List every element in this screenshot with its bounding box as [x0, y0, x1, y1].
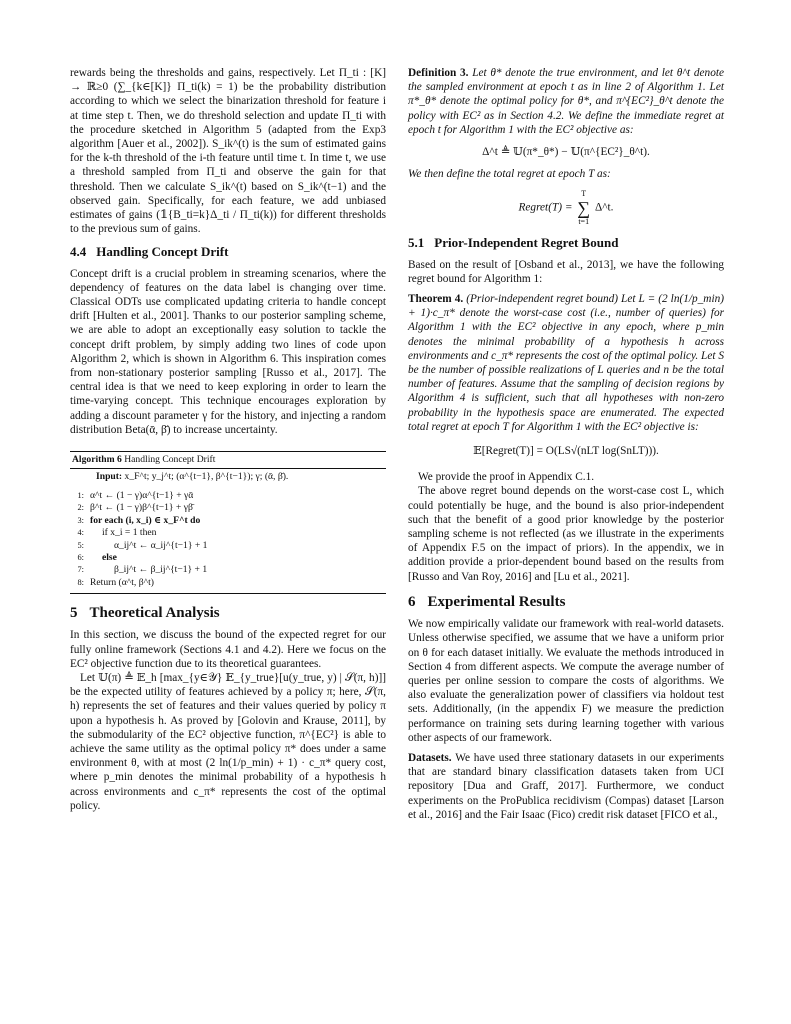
definition-follow: We then define the total regret at epoch T as:	[408, 168, 611, 181]
experiments-paragraph: We now empirically validate our framework with real-world datasets. Unless otherwise specified, we assume that we have a uniform prior on θ for each dataset initially. We evaluate the methods introduced in Section 4 from different aspects. We compute the average number of queries per online session to compare the costs of algorithms. We also evaluate the generalization power of classifiers via holdout test sets. Additionally, (in the appendix F) we measure the prediction performance on training sets during learning together with various other aspects of our framework.	[408, 618, 724, 744]
summation-symbol	[577, 189, 590, 227]
input-label: Input:	[96, 471, 123, 483]
definition-text: Let θ* denote the true environment, and let θ^t denote the sampled environment at epoch t as in line 2 of Algorithm 1. Let π*_θ* denote the optimal policy for θ*, and π^{EC²}_θ^t denote the policy with EC² as in Section 4.2. We define the immediate regret at epoch t for Algorithm 1 with the EC² objective as:	[408, 67, 725, 136]
line-text: else	[102, 551, 117, 563]
concept-drift-paragraph: Concept drift is a crucial problem in streaming scenarios, where the dependency of features on the data label is changing over time. Classical ODTs use complicated updating criteria to handle concept drift [Hulten et al., 2001]. Thanks to our posterior sampling scheme, we are able to adopt an exceptionally easy solution to tackle the concept drift problem, by simply adding two lines of code upon Algorithm 2, which is shown in Algorithm 6. This inspiration comes from non-stationary posterior sampling [Russo et al., 2017]. The central idea is that we need to keep exploring in order to learn the time-varying concept. This technique encourages exploration by adding a discount parameter γ for the history, and injecting a random distribution Beta(ᾱ, β̄) to increase uncertainty.	[70, 267, 386, 436]
section-4-4-heading	[70, 245, 386, 259]
line-text: if x_i = 1 then	[102, 527, 157, 539]
section-title: Experimental Results	[427, 593, 566, 610]
bound-paragraph: The above regret bound depends on the worst-case cost L, which could potentially be huge, and the bound is also prior-independent such that the benefit of a good prior knowledge by the posterior sampling scheme is not reflected (as we illustrate in the experiments of Appendix F.5 on the impact of priors). In the appendix, we in addition provide a prior-dependent bound based on the results from [Russo and Van Roy, 2016] and [Lu et al., 2021].	[408, 485, 724, 583]
equation-rhs: Δ^t.	[594, 202, 614, 215]
algorithm-body	[70, 490, 386, 593]
line-number: 5:	[77, 540, 84, 550]
input-text: x_F^t; y_j^t; (α^{t−1}, β^{t−1}); γ; (ᾱ, β̄).	[124, 471, 289, 483]
section-6-heading	[408, 595, 724, 609]
algorithm-title	[70, 452, 386, 469]
sum-lower: t=1	[578, 217, 590, 227]
section-number: 4.4	[70, 244, 87, 260]
section-5-1-intro: Based on the result of [Osband et al., 2013], we have the following regret bound for Algorithm 1:	[408, 258, 724, 285]
line-text: Return (α^t, β^t)	[90, 576, 154, 588]
equation-total-regret	[408, 189, 724, 227]
theorem-text: (Prior-independent regret bound) Let L = (2 ln(1/p_min) + 1)·c_π* denote the worst-case cost (i.e., number of queries) for Algorithm 1 with the EC² objective in any epoch, where p_min denotes the minimal probability of a hypothesis h across environments and c_π* represents the cost of the optimal policy. Let S be the number of possible realizations of L queries and n be the total number of features. Assume that the sampling of decision regions by Algorithm 4 is sufficient, such that all hypotheses with non-zero probability in the hypothesis space are enumerated. The expected total regret at epoch T for Algorithm 1 with the EC² objective is:	[408, 293, 725, 433]
algorithm-line	[70, 564, 386, 576]
datasets-paragraph	[408, 751, 724, 822]
sum-upper: T	[581, 189, 587, 199]
line-number: 1:	[77, 490, 84, 500]
line-number: 7:	[77, 565, 84, 575]
algorithm-name: Handling Concept Drift	[124, 454, 216, 466]
left-column	[70, 66, 386, 813]
section-title: Prior-Independent Regret Bound	[434, 235, 619, 251]
section-title: Theoretical Analysis	[89, 605, 220, 622]
algorithm-line	[70, 490, 386, 502]
algorithm-6-box	[70, 451, 386, 594]
right-column	[408, 66, 724, 822]
equation-regret-bound: 𝔼[Regret(T)] = O(LS√(nLT log(SnLT))).	[473, 445, 659, 458]
definition-3	[408, 66, 724, 137]
sigma-icon: ∑	[577, 198, 591, 219]
section-number: 5.1	[408, 235, 425, 251]
algorithm-line	[70, 552, 386, 564]
proof-sentence: We provide the proof in Appendix C.1.	[418, 471, 595, 484]
algorithm-line	[70, 540, 386, 552]
algorithm-input	[70, 469, 386, 489]
line-text: α_ij^t ← α_ij^{t−1} + 1	[114, 539, 208, 551]
line-number: 2:	[77, 503, 84, 513]
datasets-label: Datasets.	[408, 751, 452, 764]
theorem-label: Theorem 4.	[408, 293, 464, 306]
line-number: 8:	[77, 577, 84, 587]
line-number: 6:	[77, 552, 84, 562]
line-text: β_ij^t ← β_ij^{t−1} + 1	[114, 564, 208, 576]
equation-immediate-regret: Δ^t ≜ 𝕌(π*_θ*) − 𝕌(π^{EC²}_θ^t).	[482, 146, 650, 159]
line-text: β^t ← (1 − γ)β^{t−1} + γβ̄	[90, 502, 193, 514]
algorithm-line	[70, 502, 386, 514]
section-number: 6	[408, 593, 416, 610]
intro-paragraph: rewards being the thresholds and gains, respectively. Let Π_ti : [K] → ℝ≥0 (∑_{k∈[K]} Π_ti(k) = 1) be the probability distribution according to which we select the binarization threshold for feature i at time step t. Then, we do threshold selection and update Π_ti with the procedure sketched in Algorithm 5 (adapted from the Exp3 algorithm [Auer et al., 2002]). S_ik^(t) is the sum of estimated gains for the k-th threshold of the i-th feature until time t. In time t, we use a threshold sampled from Π_ti and observe the gain for that threshold. Then we calculate S_ik^(t) based on S_ik^(t−1) and the observed gain. Specifically, for each feature, we add unbiased estimates of gains (𝟙{B_ti=k}Δ_ti / Π_ti(k)) for different thresholds to the previous sum of gains.	[70, 67, 386, 236]
line-number: 4:	[77, 528, 84, 538]
section-title: Handling Concept Drift	[96, 244, 229, 260]
algorithm-line	[70, 577, 386, 589]
theory-paragraph-2: Let 𝕌(π) ≜ 𝔼_h [max_{y∈𝒴} 𝔼_{y_true}[u(y_true, y) | 𝒮(π, h)]] be the expected utility of features achieved by a policy π; here, 𝒮(π, h) represents the set of features and their values queried by policy π upon a hypothesis h. As proved by [Golovin and Krause, 2011], by the submodularity of the EC² objective function, π^{EC²} is able to achieve the same utility as the optimal policy π* does under a same environment θ, with at most (2 ln(1/p_min) + 1) · c_π* query cost, where p_min denotes the minimal probability of a hypothesis h across environments and c_π* represents the cost of the optimal policy.	[70, 671, 386, 812]
algorithm-line	[70, 527, 386, 539]
line-text: α^t ← (1 − γ)α^{t−1} + γᾱ	[90, 489, 194, 501]
line-text: for each (i, x_i) ∈ x_F^t do	[90, 514, 201, 526]
section-5-1-heading	[408, 236, 724, 250]
section-number: 5	[70, 605, 78, 622]
section-5-heading	[70, 606, 386, 620]
definition-label: Definition 3.	[408, 67, 469, 79]
theory-paragraph-1: In this section, we discuss the bound of the expected regret for our fully online framework (Sections 4.1 and 4.2). Here we focus on the EC² objective function due to its theoretical guarantees.	[70, 629, 386, 670]
datasets-text: We have used three stationary datasets in our experiments that are standard binary classification datasets taken from UCI repository [Dua and Graff, 2017]. Furthermore, we conduct experiments on the ProPublica recidivism (Compas) dataset [Larson et al., 2016] and the Fair Isaac (Fico) credit risk dataset [FICO et al.,	[408, 751, 724, 821]
algorithm-label: Algorithm 6	[72, 454, 122, 466]
algorithm-line	[70, 515, 386, 527]
theorem-4	[408, 292, 724, 434]
line-number: 3:	[77, 515, 84, 525]
equation-lhs: Regret(T) =	[518, 202, 573, 215]
